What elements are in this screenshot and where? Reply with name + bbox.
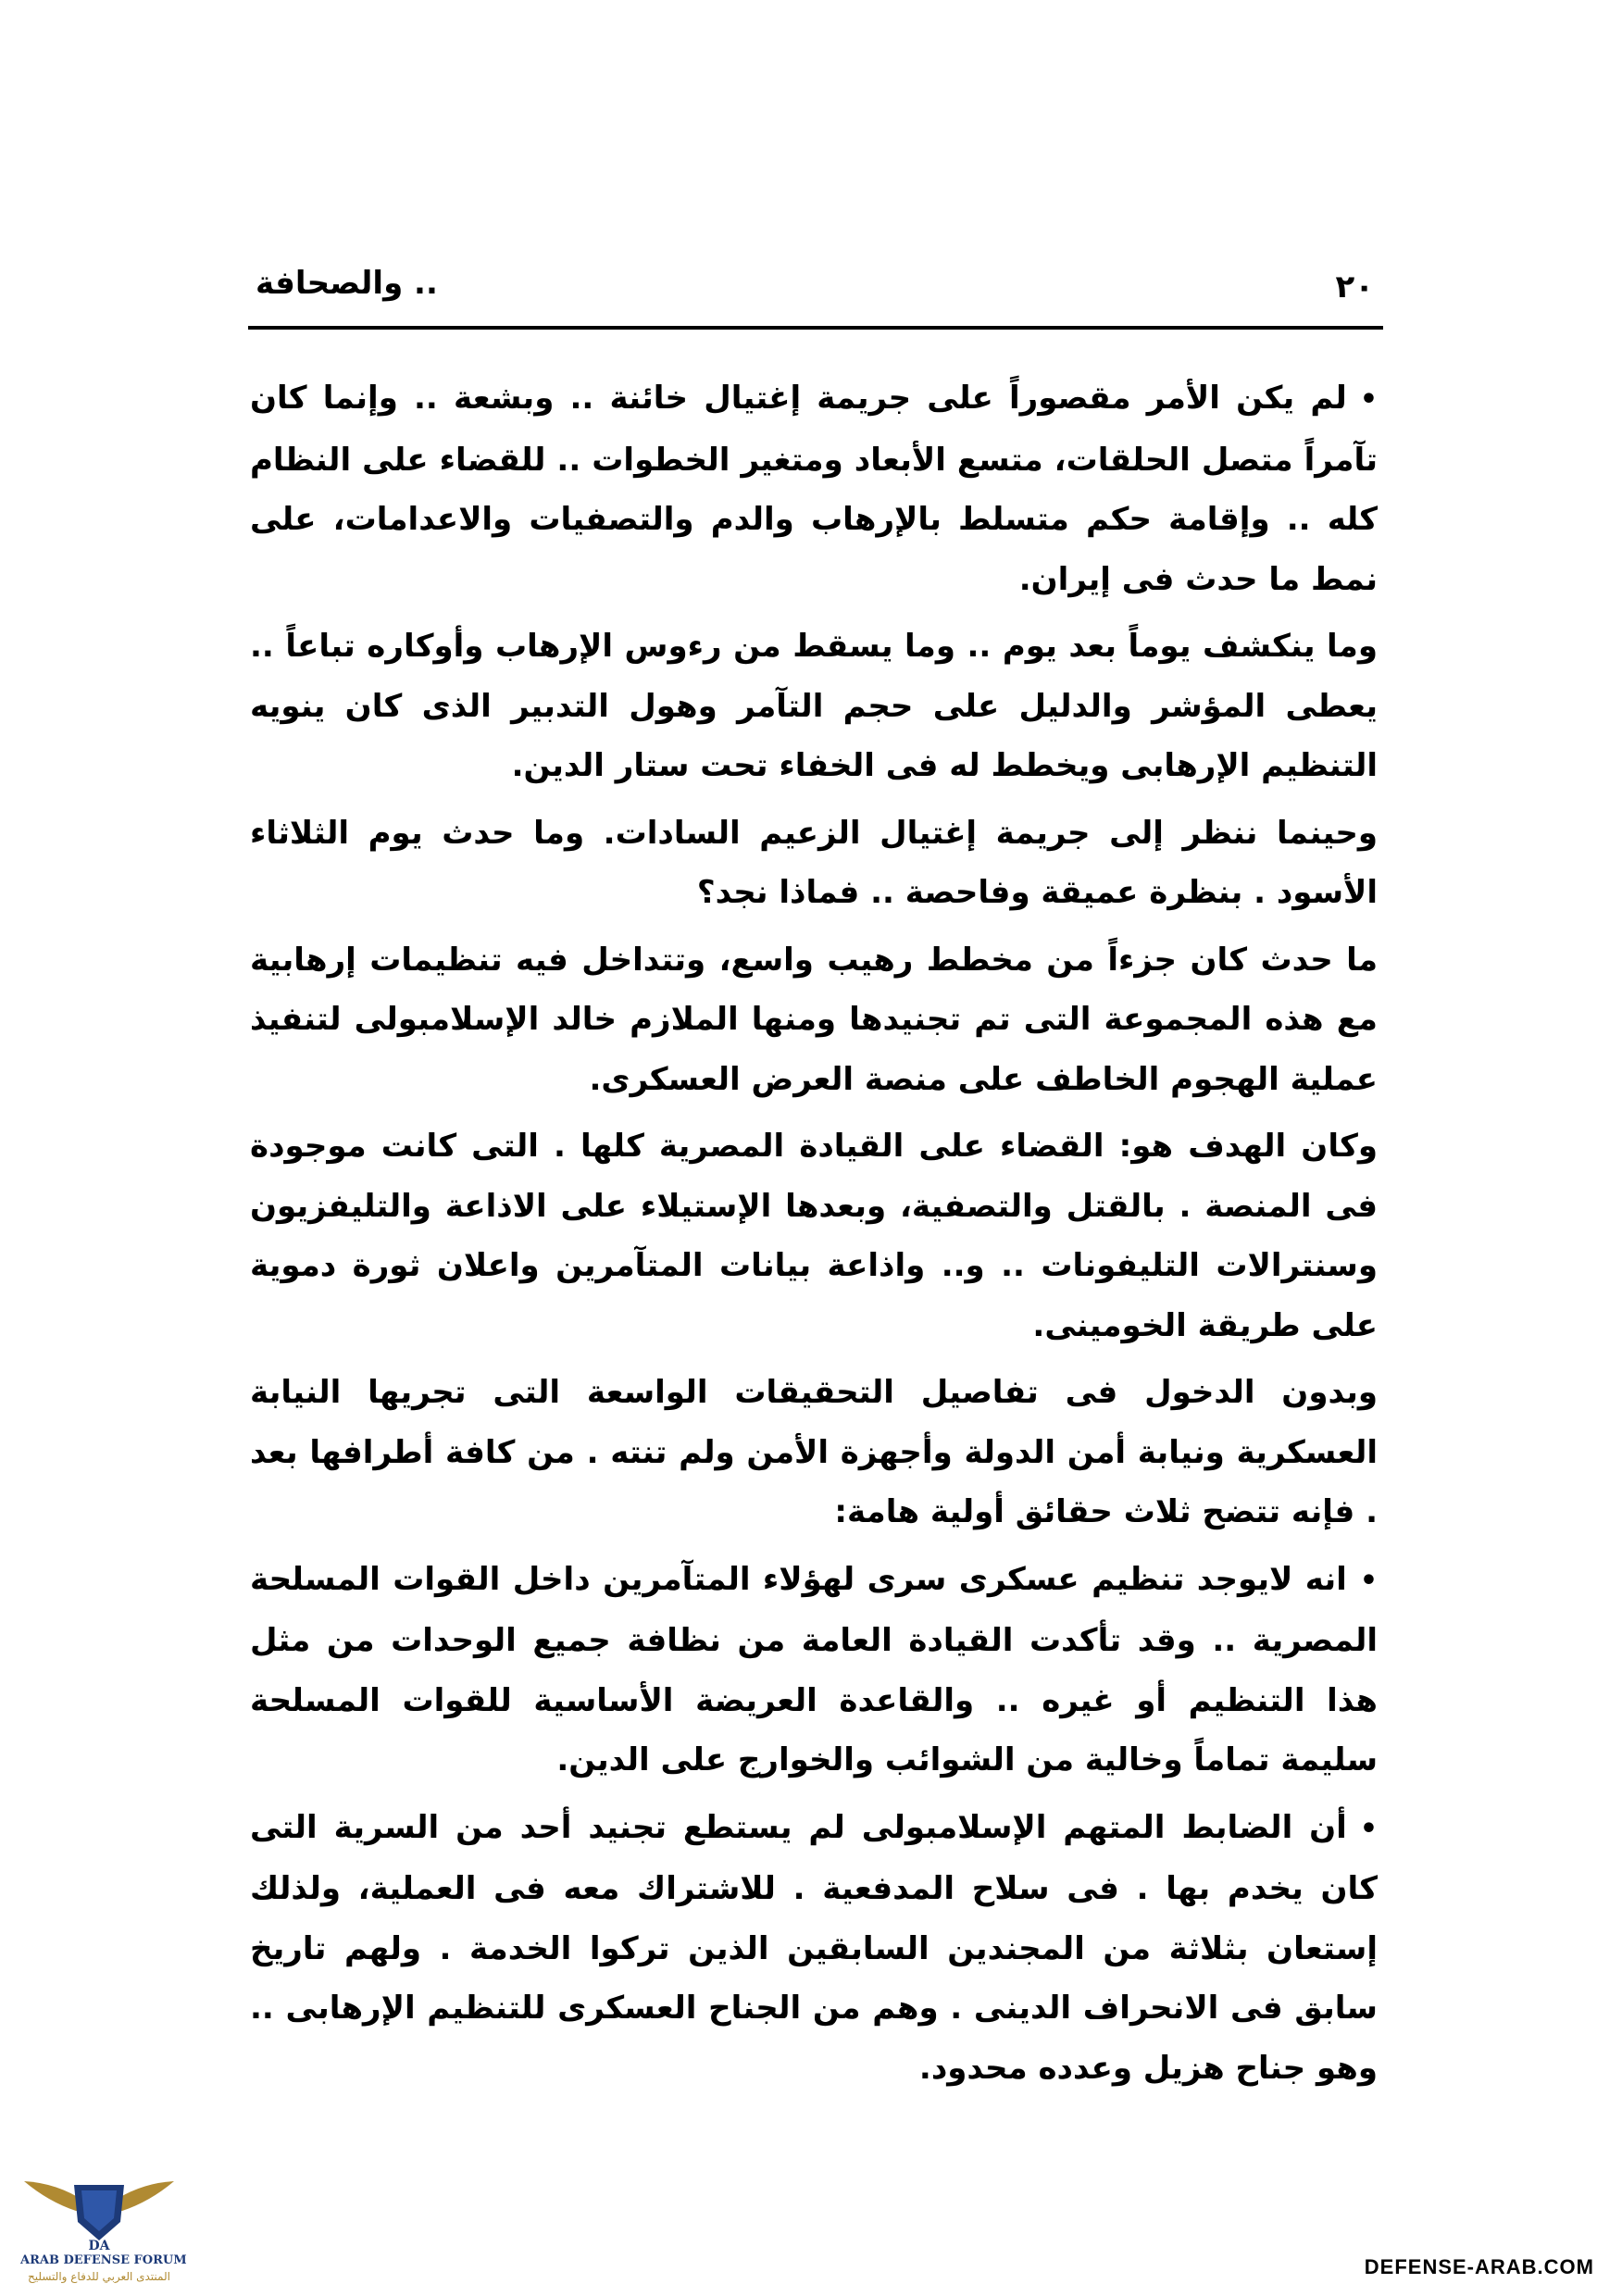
logo-name-ar: المنتدى العربي للدفاع والتسليح bbox=[28, 2270, 170, 2283]
eagle-shield-icon bbox=[20, 2165, 178, 2255]
logo-name-en: ARAB DEFENSE FORUM bbox=[20, 2253, 187, 2267]
paragraph-text: وما ينكشف يوماً بعد يوم .. وما يسقط من رءوس الإرهاب وأوكاره تباعاً .. يعطى المؤشر والدليل على حجم التآمر وهول التدبير الذى كان ينويه التنظيم الإرهابى ويخطط له فى الخفاء تحت ستار الدين. bbox=[250, 628, 1378, 784]
paragraph-2 bbox=[250, 617, 1378, 796]
paragraph-text: انه لايوجد تنظيم عسكرى سرى لهؤلاء المتآمرين داخل القوات المسلحة المصرية .. وقد تأكدت القيادة العامة من نظافة جميع الوحدات من مثل هذا التنظيم أو غيره .. والقاعدة العريضة الأساسية للقوات المسلحة سليمة تماماً وخالية من الشوائب والخوارج على الدين. bbox=[250, 1560, 1378, 1778]
paragraph-1 bbox=[250, 368, 1378, 609]
bullet-icon: • bbox=[1359, 383, 1378, 416]
svg-text:DA: DA bbox=[88, 2239, 110, 2253]
paragraph-3 bbox=[250, 804, 1378, 923]
running-title: .. والصحافة bbox=[256, 265, 438, 302]
page-header bbox=[248, 248, 1383, 341]
forum-logo bbox=[20, 2165, 187, 2292]
page-number: ٢٠ bbox=[1335, 268, 1374, 306]
paragraph-text: لم يكن الأمر مقصوراً على جريمة إغتيال خائنة .. وبشعة .. وإنما كان تآمراً متصل الحلقات، متسع الأبعاد ومتغير الخطوات .. للقضاء على النظام كله .. وإقامة حكم متسلط بالإرهاب والدم والتصفيات والاعدامات، على نمط ما حدث فى إيران. bbox=[250, 380, 1378, 598]
paragraph-text: وبدون الدخول فى تفاصيل التحقيقات الواسعة التى تجريها النيابة العسكرية ونيابة أمن الدولة وأجهزة الأمن ولم تنته . من كافة أطرافها بعد . فإنه تتضح ثلاث حقائق أولية هامة: bbox=[250, 1374, 1378, 1530]
paragraph-8 bbox=[250, 1798, 1378, 2099]
paragraph-6 bbox=[250, 1363, 1378, 1542]
paragraph-text: وحينما ننظر إلى جريمة إغتيال الزعيم السادات. وما حدث يوم الثلاثاء الأسود . بنظرة عميقة وفاحصة .. فماذا نجد؟ bbox=[250, 814, 1378, 911]
site-watermark: DEFENSE-ARAB.COM bbox=[1364, 2255, 1594, 2278]
paragraph-4 bbox=[250, 930, 1378, 1110]
header-divider bbox=[248, 326, 1383, 330]
bullet-icon: • bbox=[1359, 1564, 1378, 1597]
paragraph-7 bbox=[250, 1550, 1378, 1791]
paragraph-text: ما حدث كان جزءاً من مخطط رهيب واسع، وتتداخل فيه تنظيمات إرهابية مع هذه المجموعة التى تم تجنيدها ومنها الملازم خالد الإسلامبولى لتنفيذ عملية الهجوم الخاطف على منصة العرض العسكرى. bbox=[250, 941, 1378, 1098]
article-body bbox=[250, 368, 1378, 2105]
paragraph-text: وكان الهدف هو: القضاء على القيادة المصرية كلها . التى كانت موجودة فى المنصة . بالقتل والتصفية، وبعدها الإستيلاء على الاذاعة والتليفزيون وسنترالات التليفونات .. و.. واذاعة بيانات المتآمرين واعلان ثورة دموية على طريقة الخومينى. bbox=[250, 1128, 1378, 1344]
bullet-icon: • bbox=[1359, 1812, 1378, 1845]
paragraph-5 bbox=[250, 1117, 1378, 1355]
paragraph-text: أن الضابط المتهم الإسلامبولى لم يستطع تجنيد أحد من السرية التى كان يخدم بها . فى سلاح المدفعية . للاشتراك معه فى العملية، ولذلك إستعان بثلاثة من المجندين السابقين الذين تركوا الخدمة . ولهم تاريخ سابق فى الانحراف الدينى . وهم من الجناح العسكرى للتنظيم الإرهابى .. وهو جناح هزيل وعدده محدود. bbox=[250, 1808, 1378, 2087]
